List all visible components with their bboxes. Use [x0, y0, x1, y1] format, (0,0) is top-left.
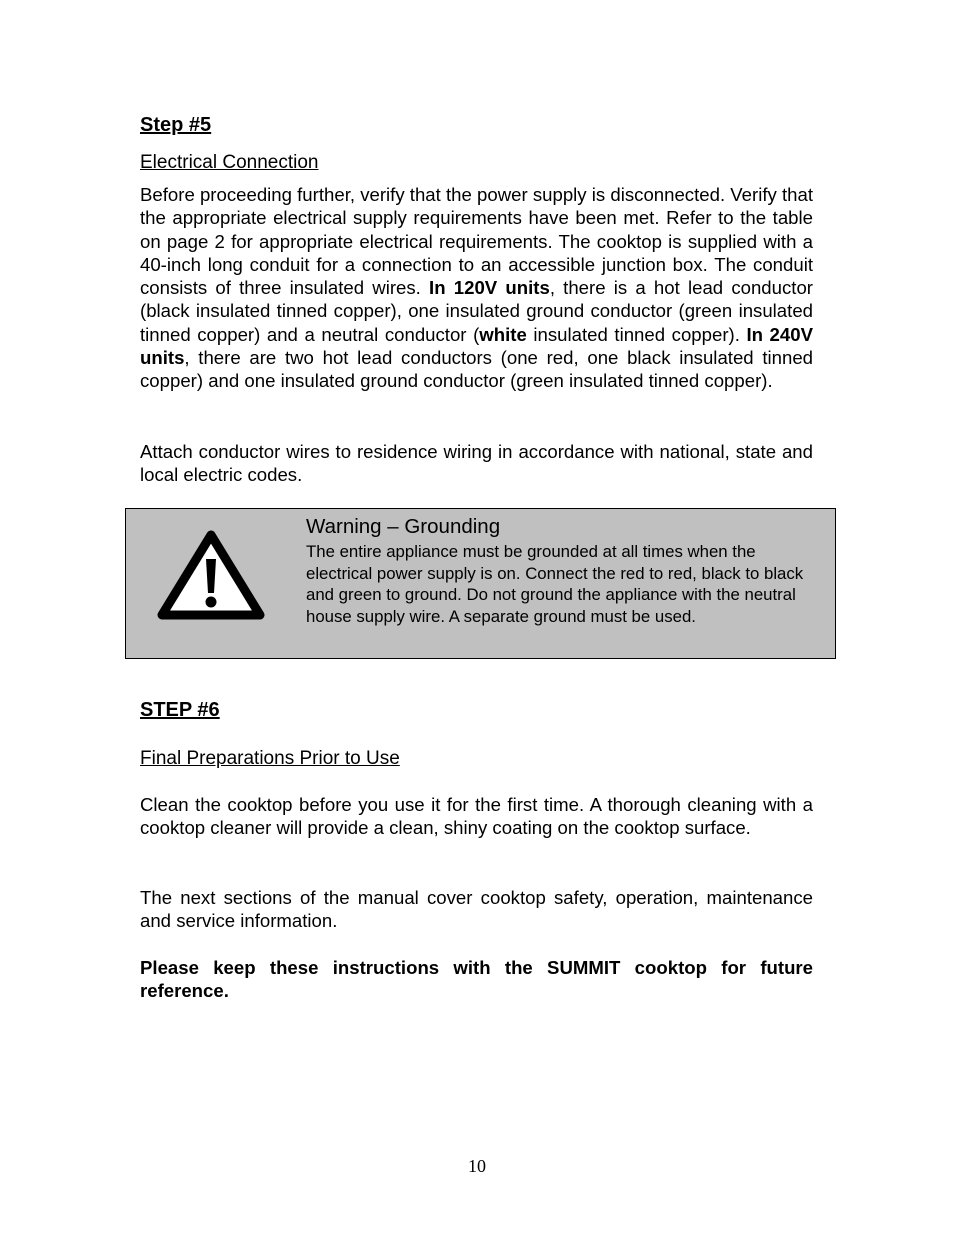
step5-p1-bold-240v: In 240V units [140, 323, 813, 369]
warning-box [125, 508, 836, 659]
step6-heading: STEP #6 [140, 699, 220, 721]
step5-heading: Step #5 [140, 114, 212, 136]
step5-p1-bold-white: white [479, 323, 527, 345]
step6-paragraph-3: Please keep these instructions with the SUMMIT cooktop for future reference. [140, 957, 813, 1002]
step5-subheading: Electrical Connection [140, 152, 319, 173]
warning-text: The entire appliance must be grounded at all times when the electrical power supply is on. Connect the red to red, black to black and green to ground. Do not ground the appliance with the neutral house supply wire. A separate ground must be used. [306, 542, 804, 626]
step5-paragraph-1 [140, 183, 813, 393]
step5-paragraph-2: Attach conductor wires to residence wiring in accordance with national, state and local electric codes. [140, 441, 813, 486]
warning-title: Warning – Grounding [306, 515, 501, 538]
step5-p1-bold-120v: In 120V units [429, 277, 550, 299]
step5-p1-text-3: insulated tinned copper). [526, 323, 747, 345]
warning-triangle-icon [156, 527, 266, 623]
page-number: 10 [468, 1156, 486, 1176]
step6-paragraph-2: The next sections of the manual cover cooktop safety, operation, maintenance and service information. [140, 887, 813, 932]
step5-p1-text-1: Before proceeding further, verify that the power supply is disconnected. Verify that the appropriate electrical supply requirements have been met. Refer to the table on page 2 for appropriate electrical requirements. The cooktop is supplied with a 40-inch long conduit for a connection to an accessible junction box. The conduit consists of three insulated wires. [140, 184, 813, 299]
step5-p1-text-2: , there is a hot lead conductor (black insulated tinned copper), one insulated ground conductor (green insulated tinned copper) and a neutral conductor ( [140, 277, 813, 345]
step6-paragraph-1: Clean the cooktop before you use it for the first time. A thorough cleaning with a cooktop cleaner will provide a clean, shiny coating on the cooktop surface. [140, 794, 813, 839]
step5-p1-text-4: , there are two hot lead conductors (one red, one black insulated tinned copper) and one insulated ground conductor (green insulated tinned copper). [140, 347, 813, 392]
step6-subheading: Final Preparations Prior to Use [140, 748, 400, 769]
